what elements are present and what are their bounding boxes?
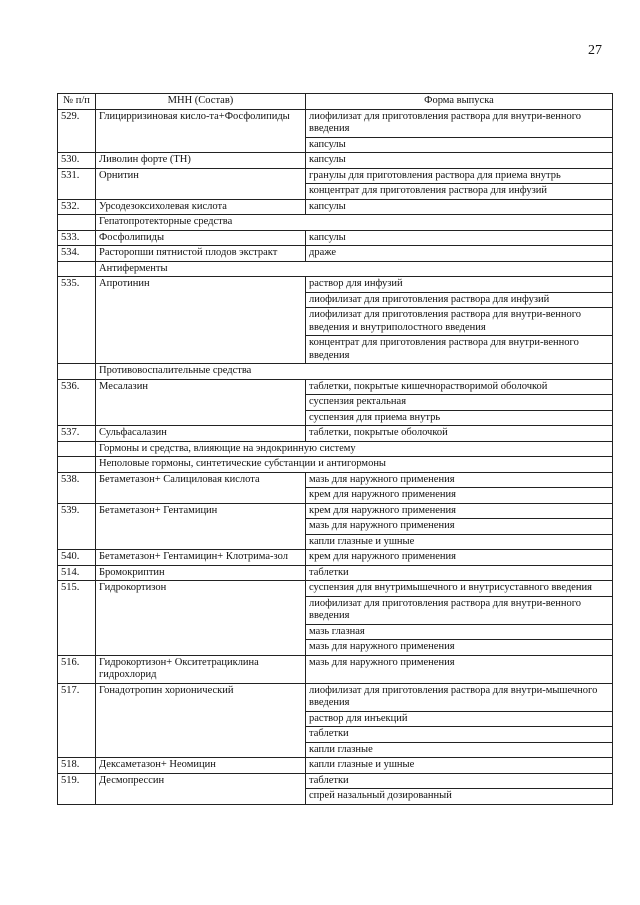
row-number: 515. (58, 581, 96, 656)
table-body (58, 109, 613, 804)
release-forms (306, 550, 613, 566)
table-row (58, 503, 613, 550)
release-form-item: капли глазные и ушные (309, 759, 415, 770)
release-form-item: гранулы для приготовления раствора для приема внутрь (309, 169, 561, 181)
table-row (58, 246, 613, 262)
release-forms (306, 683, 613, 758)
drug-name: Гидрокортизон (96, 581, 306, 656)
release-form-item: мазь для наружного применения (309, 656, 455, 668)
section-num-cell (58, 364, 96, 380)
release-form-item: крем для наружного применения (306, 487, 612, 503)
table-row (58, 758, 613, 774)
drug-name: Орнитин (96, 168, 306, 199)
release-form-item: таблетки, покрытые кишечнорастворимой оболочкой (309, 380, 548, 392)
section-num-cell (58, 457, 96, 473)
table-row (58, 230, 613, 246)
section-num-cell (58, 441, 96, 457)
table-header-row (58, 94, 613, 110)
row-number: 532. (58, 199, 96, 215)
drug-name: Месалазин (96, 379, 306, 426)
row-number: 519. (58, 773, 96, 804)
release-form-item: капсулы (309, 154, 346, 165)
drug-name: Расторопши пятнистой плодов экстракт (96, 246, 306, 262)
drug-name: Урсодезоксихолевая кислота (96, 199, 306, 215)
release-forms (306, 773, 613, 804)
release-forms (306, 153, 613, 169)
section-row (58, 364, 613, 380)
row-number: 531. (58, 168, 96, 199)
drug-name: Ливолин форте (TH) (96, 153, 306, 169)
release-forms (306, 246, 613, 262)
release-forms (306, 503, 613, 550)
release-forms (306, 379, 613, 426)
release-form-item: концентрат для приготовления раствора для инфузий (306, 183, 612, 199)
release-form-item: лиофилизат для приготовления раствора для внутри-венного введения и внутриполостного введения (306, 307, 612, 335)
row-number: 537. (58, 426, 96, 442)
table-row (58, 472, 613, 503)
table-row (58, 199, 613, 215)
section-row (58, 441, 613, 457)
table-row (58, 550, 613, 566)
release-form-item: лиофилизат для приготовления раствора для внутри-венного введения (309, 110, 582, 134)
row-number: 518. (58, 758, 96, 774)
row-number: 538. (58, 472, 96, 503)
release-form-item: крем для наружного применения (309, 551, 457, 562)
drug-name: Бромокриптин (96, 565, 306, 581)
row-number: 529. (58, 109, 96, 153)
section-title: Неполовые гормоны, синтетические субстанции и антигормоны (96, 457, 613, 473)
drug-name: Глицирризиновая кисло-та+Фосфолипиды (96, 109, 306, 153)
section-title: Гепатопротекторные средства (96, 215, 613, 231)
release-form-item: лиофилизат для приготовления раствора для инфузий (306, 292, 612, 308)
row-number: 534. (58, 246, 96, 262)
release-form-item: капсулы (306, 137, 612, 153)
section-num-cell (58, 215, 96, 231)
header-mnn: МНН (Состав) (96, 94, 306, 110)
release-forms (306, 277, 613, 364)
release-form-item: лиофилизат для приготовления раствора для внутри-венного введения (306, 596, 612, 624)
scan-mark (596, 880, 616, 890)
drug-name: Десмопрессин (96, 773, 306, 804)
release-form-item: таблетки (309, 774, 349, 786)
section-title: Противовоспалительные средства (96, 364, 613, 380)
table-row (58, 655, 613, 683)
release-form-item: лиофилизат для приготовления раствора для внутри-мышечного введения (309, 684, 598, 708)
release-forms (306, 168, 613, 199)
release-form-item: капсулы (309, 231, 346, 243)
release-form-item: драже (309, 247, 337, 258)
release-form-item: таблетки (309, 566, 349, 578)
table-row (58, 773, 613, 804)
drug-name: Бетаметазон+ Салициловая кислота (96, 472, 306, 503)
section-row (58, 261, 613, 277)
table-row (58, 581, 613, 656)
release-form-item: раствор для инфузий (309, 278, 403, 289)
release-form-item: суспензия для приема внутрь (306, 410, 612, 426)
page-number: 27 (588, 43, 602, 58)
row-number: 530. (58, 153, 96, 169)
release-form-item: мазь для наружного применения (306, 518, 612, 534)
row-number: 533. (58, 230, 96, 246)
header-form: Форма выпуска (306, 94, 613, 110)
drug-name: Гидрокортизон+ Окситетрациклина гидрохлорид (96, 655, 306, 683)
drug-name: Дексаметазон+ Неомицин (96, 758, 306, 774)
release-form-item: мазь для наружного применения (306, 639, 612, 655)
release-form-item: мазь для наружного применения (309, 473, 455, 485)
release-forms (306, 426, 613, 442)
release-form-item: раствор для инъекций (306, 711, 612, 727)
release-forms (306, 230, 613, 246)
header-num: № п/п (58, 94, 96, 110)
row-number: 540. (58, 550, 96, 566)
drug-name: Бетаметазон+ Гентамицин (96, 503, 306, 550)
release-form-item: таблетки (306, 726, 612, 742)
section-title: Гормоны и средства, влияющие на эндокринную систему (96, 441, 613, 457)
release-form-item: спрей назальный дозированный (306, 788, 612, 804)
release-form-item: капли глазные и ушные (306, 534, 612, 550)
row-number: 535. (58, 277, 96, 364)
table-row (58, 683, 613, 758)
table-row (58, 277, 613, 364)
drug-name: Гонадотропин хорионический (96, 683, 306, 758)
row-number: 516. (58, 655, 96, 683)
table-row (58, 109, 613, 153)
section-row (58, 215, 613, 231)
release-forms (306, 472, 613, 503)
release-form-item: капли глазные (306, 742, 612, 758)
table-row (58, 426, 613, 442)
release-forms (306, 655, 613, 683)
row-number: 536. (58, 379, 96, 426)
row-number: 514. (58, 565, 96, 581)
release-form-item: крем для наружного применения (309, 504, 457, 516)
release-form-item: суспензия для внутримышечного и внутрисуставного введения (309, 582, 592, 593)
drug-name: Фосфолипиды (96, 230, 306, 246)
drug-name: Сульфасалазин (96, 426, 306, 442)
table-row (58, 168, 613, 199)
section-num-cell (58, 261, 96, 277)
release-forms (306, 581, 613, 656)
row-number: 517. (58, 683, 96, 758)
release-form-item: капсулы (309, 200, 346, 212)
release-forms (306, 109, 613, 153)
drug-table (57, 93, 613, 805)
table-row (58, 153, 613, 169)
release-forms (306, 565, 613, 581)
drug-name: Апротинин (96, 277, 306, 364)
table-row (58, 565, 613, 581)
drug-name: Бетаметазон+ Гентамицин+ Клотрима-зол (96, 550, 306, 566)
release-form-item: суспензия ректальная (306, 394, 612, 410)
release-forms (306, 199, 613, 215)
release-forms (306, 758, 613, 774)
section-row (58, 457, 613, 473)
release-form-item: таблетки, покрытые оболочкой (309, 427, 448, 438)
release-form-item: мазь глазная (306, 624, 612, 640)
table-row (58, 379, 613, 426)
release-form-item: концентрат для приготовления раствора для внутри-венного введения (306, 335, 612, 363)
section-title: Антиферменты (96, 261, 613, 277)
row-number: 539. (58, 503, 96, 550)
